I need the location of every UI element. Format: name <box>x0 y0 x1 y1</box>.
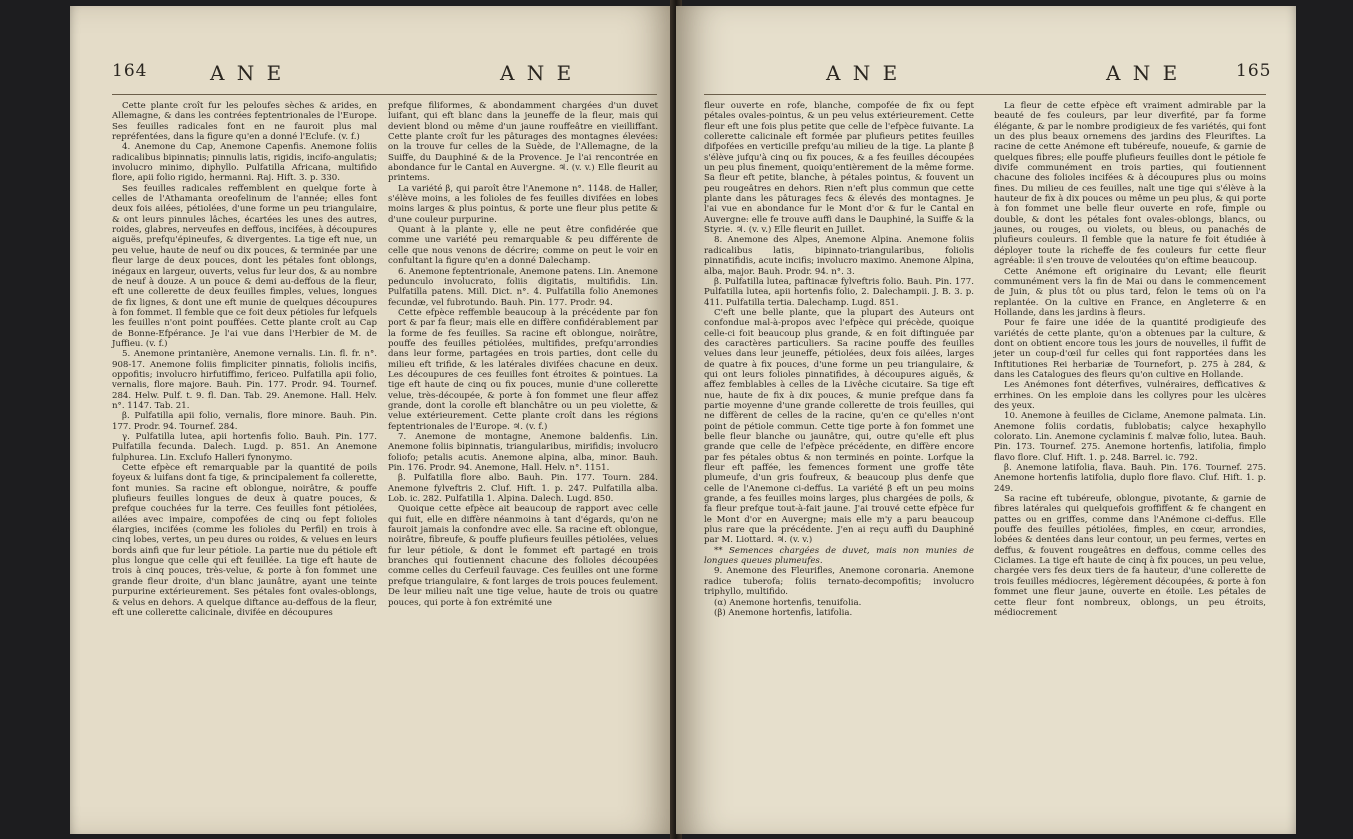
paragraph: Cette efpèce eft remarquable par la quantité de poils foyeux & luifans dont fa tige, & principalement fa collerette, font munies. Sa racine eft oblongue, noirâtre, & pouffe plufieurs feuilles longues de deux à quatre pouces, & prefque couchées fur la terre. Ces feuilles font pétiolées, ailées avec impaire, compofées de cinq ou fept folioles élargies, incifées (comme les folioles du Perfil) en trois à cinq lobes, vertes, un peu dures ou roides, & velues en leurs bords ainfi que fur leur pétiole. La partie nue du pétiole eft plus longue que celle qui eft feuillée. La tige eft haute de trois à cinq pouces, très-velue, & porte à fon fommet une grande fleur droite, d'un blanc jaunâtre, ayant une teinte purpurine extérieurement. Ses pétales font ovales-oblongs, & velus en dehors. A quelque diftance au-deffous de la fleur, eft une collerette calicinale, divifée en découpures <box>112 463 377 618</box>
paragraph: (α) Anemone hortenfis, tenuifolia. <box>714 597 862 608</box>
header-rule <box>704 94 1266 95</box>
paragraph: 9. Anemone des Fleurifles, Anemone coronaria. Anemone radice tuberofa; foliis ternato-decompofitis; involucro triphyllo, multifido. <box>704 566 974 598</box>
left-column-1 <box>112 101 377 618</box>
paragraph: 7. Anemone de montagne, Anemone baldenfis. Lin. Anemone foliis bipinnatis, triangularibus, mirifidis; involucro foliofo; petalis acutis. Anemone alpina, alba, minor. Bauh. Pin. 176. Prodr. 94. Anemone, Hall. Helv. n°. 1151. <box>388 432 658 474</box>
paragraph: Quoique cette efpèce ait beaucoup de rapport avec celle qui fuit, elle en diffère néanmoins à tant d'égards, qu'on ne fauroit jamais la confondre avec elle. Sa racine eft oblongue, noirâtre, fibreufe, & pouffe plufieurs feuilles pétiolées, velues fur leur pétiole, & dont le fommet eft partagé en trois branches qui foutiennent chacune des folioles découpées comme celles du Cerfeuil fauvage. Ces feuilles ont une forme prefque triangulaire, & font larges de trois pouces feulement. De leur milieu naît une tige velue, haute de trois ou quatre pouces, qui porte à fon extrémité une <box>388 504 658 608</box>
paragraph: γ. Pulfatilla lutea, apii hortenfis folio. Bauh. Pin. 177. Pulfatilla fecunda. Dalech. Lugd. p. 851. An Anemone fulphurea. Lin. Exclufo Halleri fynonymo. <box>112 432 377 463</box>
header-rule <box>112 94 657 95</box>
paragraph: Sa racine eft tubéreufe, oblongue, pivotante, & garnie de fibres latérales qui quelquefois groffiffent & fe changent en pattes ou en griffes, comme dans l'Anémone ci-deffus. Elle pouffe des feuilles pétiolées, fimples, en cœur, arrondies, lobées & dentées dans leur contour, un peu fermes, vertes en deffus, & fouvent rougeâtres en deffous, comme celles des Ciclames. La tige eft haute de cinq à fix pouces, un peu velue, chargée vers fes deux tiers de fa hauteur, d'une collerette de trois feuilles médiocres, légèrement découpées, & porte à fon fommet une fleur jaune, ouverte en étoile. Les pétales de cette fleur font nombreux, oblongs, un peu étroits, médiocrement <box>994 494 1266 618</box>
paragraph: Cette Anémone eft originaire du Levant; elle fleurit communément vers la fin de Mai ou dans le commencement de Juin, & plus tôt ou plus tard, felon le tems où on l'a replantée. On la cultive en France, en Angleterre & en Hollande, dans les jardins à fleurs. <box>994 266 1266 318</box>
paragraph: fleur ouverte en rofe, blanche, compofée de fix ou fept pétales ovales-pointus, & un peu velus extérieurement. Cette fleur eft une fois plus petite que celle de l'efpèce fuivante. La collerette calicinale eft formée par plufieurs petites feuilles difpofées en verticille prefqu'au milieu de la tige. La plante β s'élève jufqu'à cinq ou fix pouces, & a fes feuilles découpées un peu plus finement, quoiqu'entièrement de la même forme. Sa fleur eft petite, blanche, à pétales pointus, & fouvent un peu rougeâtres en dehors. Rien n'eft plus commun que cette plante dans les pâturages fecs & élevés des montagnes. Je l'ai vue en abondance fur le Mont d'or & fur le Cantal en Auvergne: elle fe trouve auffi dans le Dauphiné, la Suiffe & la Styrie. ♃. (v. v.) Elle fleurit en Juillet. <box>704 101 974 236</box>
paragraph: Cette efpèce reffemble beaucoup à la précédente par fon port & par fa fleur; mais elle en diffère confidérablement par la forme de fes feuilles. Sa racine eft oblongue, noirâtre, pouffe des feuilles pétiolées, multifides, prefqu'arrondies dans leur forme, partagées en trois parties, dont celle du milieu eft trifide, & les latérales divifées chacune en deux. Les découpures de ces feuilles font étroites & pointues. La tige eft haute de cinq ou fix pouces, munie d'une collerette velue, très-découpée, & porte à fon fommet une fleur affez grande, dont la corolle eft blanchâtre ou un peu violette, & velue extérieurement. Cette plante croît dans les régions feptentrionales de l'Europe. ♃. (v. f.) <box>388 307 658 432</box>
right-page <box>676 6 1296 834</box>
right-running-head-1: A N E <box>826 61 901 85</box>
paragraph: (β) Anemone hortenfis, latifolia. <box>714 607 853 618</box>
paragraph: β. Pulfatilla apii folio, vernalis, flore minore. Bauh. Pin. 177. Prodr. 94. Tournef. 284. <box>112 411 377 432</box>
paragraph: Quant à la plante γ, elle ne peut être confidérée que comme une variété peu remarquable & peu différente de celle que nous venons de décrire; comme on peut le voir en confultant la figure qu'en a donné Dalechamp. <box>388 225 658 267</box>
left-running-head <box>70 61 675 97</box>
paragraph: 8. Anemone des Alpes, Anemone Alpina. Anemone foliis radicalibus latis, bipinnato-triangularibus, foliolis pinnatifidis, acute incifis; involucro maximo. Anemone Alpina, alba, major. Bauh. Prodr. 94. n°. 3. <box>704 235 974 277</box>
paragraph: β. Pulfatilla lutea, paftinacæ fylveftris folio. Bauh. Pin. 177. Pulfatilla lutea, apii hortenfis folio, 2. Dalechampii. J. B. 3. p. 411. Pulfatilla tertia. Dalechamp. Lugd. 851. <box>704 276 974 308</box>
left-page-number: 164 <box>112 61 148 81</box>
left-column-2 <box>388 101 658 608</box>
paragraph: 5. Anemone printanière, Anemone vernalis. Lin. fl. fr. n°. 908-17. Anemone foliis fimpliciter pinnatis, foliolis incifis, oppofitis; involucro hirfutiffimo, fericeo. Pulfatilla apii folio, vernalis, flore majore. Bauh. Pin. 177. Prodr. 94. Tournef. 284. Helw. Pulf. t. 9. fl. Dan. Tab. 29. Anemone. Hall. Helv. n°. 1147. Tab. 21. <box>112 349 377 411</box>
left-running-head-1: A N E <box>210 61 285 85</box>
paragraph: La variété β, qui paroît être l'Anemone n°. 1148. de Haller, s'élève moins, a les folioles de fes feuilles divifées en lobes moins larges & plus pointus, & porte une fleur plus petite & d'une couleur purpurine. <box>388 183 658 225</box>
right-running-head <box>676 61 1296 97</box>
paragraph: Les Anémones font déterfives, vulnéraires, defficatives & errhines. On les emploie dans les collyres pour les ulcères des yeux. <box>994 380 1266 411</box>
right-column-2 <box>994 101 1266 618</box>
paragraph: Cette plante croît fur les peloufes sèches & arides, en Allemagne, & dans les contrées feptentrionales de l'Europe. Ses feuilles radicales font en ne fauroit plus mal repréfentées, dans la figure qu'en a donné l'Eclufe. (v. f.) <box>112 101 377 143</box>
paragraph: prefque filiformes, & abondamment chargées d'un duvet luifant, qui eft blanc dans la jeuneffe de la fleur, mais qui devient blond ou même d'un jaune rouffeâtre en vieilliffant. Cette plante croît fur les pâturages des montagnes élevées: on la trouve fur celles de la Suède, de l'Allemagne, de la Suiffe, du Dauphiné & de la Provence. Je l'ai rencontrée en abondance fur le Cantal en Auvergne. ♃. (v. v.) Elle fleurit au printems. <box>388 101 658 184</box>
left-running-head-2: A N E <box>500 61 575 85</box>
paragraph: C'eft une belle plante, que la plupart des Auteurs ont confondue mal-à-propos avec l'efpèce qui précède, quoique celle-ci foit beaucoup plus grande, & en foit diftinguée par des caractères particuliers. Sa racine pouffe des feuilles velues dans leur jeuneffe, pétiolées, deux fois ailées, larges de quatre à fix pouces, d'une forme un peu triangulaire, & qui ont leurs folioles pinnatifides, à découpures aiguës, & affez femblables à celles de la Livêche cicutaire. Sa tige eft nue, haute de fix à dix pouces, & munie prefque dans fa partie moyenne d'une grande collerette de trois feuilles, qui ne diffèrent de celles de la racine, qu'en ce qu'elles n'ont point de pétiole commun. Cette tige porte à fon fommet une belle fleur blanche ou jaunâtre, qui, outre qu'elle eft plus grande que celle de l'efpèce précédente, en diffère encore par fes pétales obtus & non terminés en pointe. Lorfque la fleur eft paffée, les femences forment une groffe tête plumeufe, d'un gris foufreux, & beaucoup plus denfe que celle de l'Anemone ci-deffus. La variété β eft un peu moins grande, a fes feuilles moins larges, plus chargées de poils, & fa fleur prefque tout-à-fait jaune. J'ai trouvé cette efpèce fur le Mont d'or en Auvergne; mais elle m'y a paru beaucoup plus rare que la précédente. J'en ai reçu auffi du Dauphiné par M. Liottard. ♃. (v. v.) <box>704 307 974 546</box>
right-page-number: 165 <box>1236 61 1272 81</box>
paragraph: β. Pulfatilla flore albo. Bauh. Pin. 177. Tourn. 284. Anemone fylveftris 2. Cluf. Hift. 1. p. 247. Pulfatilla alba. Lob. ic. 282. Pulfatilla 1. Alpina. Dalech. Lugd. 850. <box>388 473 658 505</box>
paragraph: 6. Anemone feptentrionale, Anemone patens. Lin. Anemone pedunculo involucrato, foliis digitatis, multifidis. Lin. Pulfatilla patens. Mill. Dict. n°. 4. Pulfatilla folio Anemones fecundæ, vel fubrotundo. Bauh. Pin. 177. Prodr. 94. <box>388 266 659 308</box>
section-heading: ** Semences chargées de duvet, mais non munies de longues queues plumeufes. <box>704 545 974 567</box>
left-page <box>70 6 675 834</box>
paragraph: 4. Anemone du Cap, Anemone Capenfis. Anemone foliis radicalibus bipinnatis; pinnulis latis, rigidis, incifo-angulatis; involucro minimo, diphyllo. Pulfatilla Africana, multifido flore, apii folio rigido, hermanni. Raj. Hift. 3. p. 330. <box>112 142 377 184</box>
paragraph: La fleur de cette efpèce eft vraiment admirable par la beauté de fes couleurs, par leur diverfité, par fa forme élégante, & par le nombre prodigieux de fes variétés, qui font un des plus beaux ornemens des jardins des Fleuriftes. La racine de cette Anémone eft tubéreufe, noueufe, & garnie de quelques fibres; elle pouffe plufieurs feuilles dont le pétiole fe divife communément en trois parties, qui foutiennent chacune des folioles incifées & à découpures plus ou moins fines. Du milieu de ces feuilles, naît une tige qui s'élève à la hauteur de fix à dix pouces ou même un peu plus, & qui porte à fon fommet une belle fleur ouverte en rofe, fimple ou double, & dont les pétales font ovales-oblongs, blancs, ou jaunes, ou rouges, ou violets, ou bleus, ou panachés de plufieurs couleurs. Il femble que la nature fe foit étudiée à déployer toute la richeffe de fes couleurs fur cette fleur agréable: il s'en trouve de veloutées qu'on eftime beaucoup. <box>994 101 1266 267</box>
right-running-head-2: A N E <box>1106 61 1181 85</box>
paragraph: β. Anemone latifolia, flava. Bauh. Pin. 176. Tournef. 275. Anemone hortenfis latifolia, duplo flore flavo. Cluf. Hift. 1. p. 249. <box>994 463 1266 494</box>
paragraph: 10. Anemone à feuilles de Ciclame, Anemone palmata. Lin. Anemone foliis cordatis, fublobatis; calyce hexaphyllo colorato. Lin. Anemone cyclaminis f. malvæ folio, lutea. Bauh. Pin. 173. Tournef. 275. Anemone hortenfis, latifolia, fimplo flavo flore. Cluf. Hift. 1. p. 248. Barrel. ic. 792. <box>994 411 1266 463</box>
paragraph: Pour fe faire une idée de la quantité prodigieufe des variétés de cette plante, qu'on a obtenues par la culture, & dont on obtient encore tous les jours de nouvelles, il fuffit de jeter un coup-d'œil fur celles qui font rapportées dans les Inftitutiones Rei herbariæ de Tournefort, p. 275 à 284, & dans les Catalogues des fleurs qu'on cultive en Hollande. <box>994 318 1266 380</box>
right-column-1 <box>704 101 974 618</box>
paragraph: Ses feuilles radicales reffemblent en quelque forte à celles de l'Athamanta oreofelinum de l'année; elles font deux fois ailées, pétiolées, d'une forme un peu triangulaire, & ont leurs pinnules lâches, écartées les unes des autres, roides, glabres, nerveufes en deffous, incifées, à découpures aiguës, prefqu'épineufes, & divergentes. La tige eft nue, un peu velue, haute de neuf ou dix pouces, & terminée par une fleur large de deux pouces, dont les pétales font oblongs, inégaux en largeur, ouverts, velus fur leur dos, & au nombre de neuf à douze. A un pouce & demi au-deffous de la fleur, eft une collerette de deux feuilles fimples, velues, longues de fix lignes, & dont une eft munie de quelques découpures à fon fommet. Il femble que ce foit deux pétioles fur lefquels les feuilles n'ont point pouffées. Cette plante croît au Cap de Bonne-Efpérance. Je l'ai vue dans l'Herbier de M. de Juffieu. (v. f.) <box>112 183 377 349</box>
